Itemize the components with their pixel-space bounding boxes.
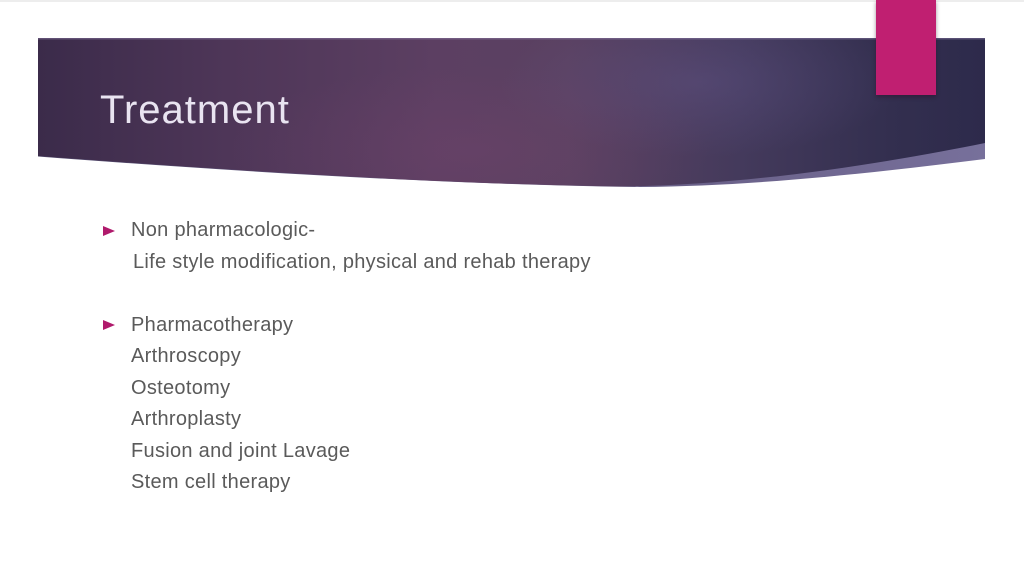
bullet-subline-text: Fusion and joint Lavage: [131, 439, 351, 462]
bullet-subline-text: Osteotomy: [131, 376, 231, 399]
bullet-subline-text: Arthroplasty: [131, 408, 242, 430]
bullet-subline: [103, 436, 863, 468]
bullet-label: Pharmacotherapy: [131, 313, 294, 336]
bullet-subline-text: Life style modification, physical and rehab therapy: [133, 250, 591, 273]
bullet-subline-text: Stem cell therapy: [131, 471, 291, 493]
bullet-subline: [103, 404, 863, 436]
slide-title: Treatment: [100, 88, 290, 132]
bullet-subline: [103, 373, 863, 405]
bullet-item: [103, 215, 863, 247]
paragraph-gap: [103, 278, 863, 310]
bullet-label: Non pharmacologic-: [131, 219, 316, 241]
bullet-list: [103, 215, 863, 499]
bullet-subline-text: Arthroscopy: [131, 345, 242, 367]
bullet-subline: [103, 341, 863, 373]
bullet-item: [103, 310, 863, 342]
triangle-bullet-icon: [103, 320, 115, 330]
bullet-subline: [103, 467, 863, 499]
triangle-bullet-icon: [103, 226, 115, 236]
bullet-subline: [103, 247, 863, 279]
accent-bar: [876, 0, 936, 95]
banner-top-highlight: [38, 38, 985, 40]
